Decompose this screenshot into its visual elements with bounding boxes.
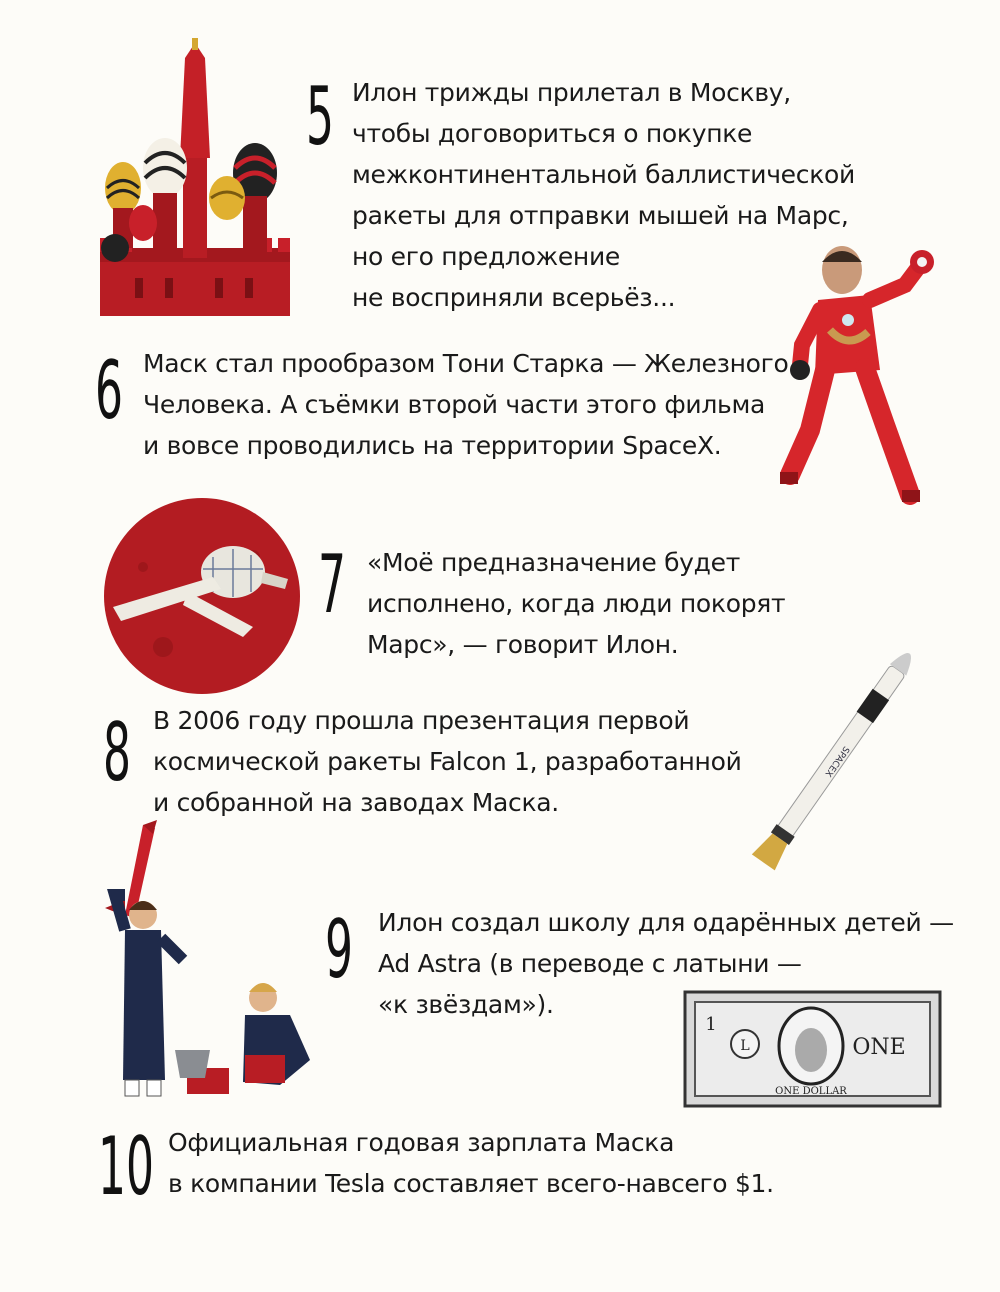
fact-line: Марс», — говорит Илон. xyxy=(367,630,679,659)
fact-number-9: 9 xyxy=(325,903,353,996)
fact-line: Официальная годовая зарплата Маска xyxy=(168,1128,675,1157)
fact-line: космической ракеты Falcon 1, разработанной xyxy=(153,747,742,776)
fact-line: в компании Tesla составляет всего-навсего $1. xyxy=(168,1169,774,1198)
st-basils-cathedral-illustration xyxy=(95,38,295,318)
children-with-toy-rocket-illustration xyxy=(95,820,325,1105)
fact-number-7: 7 xyxy=(318,538,346,631)
fact-number-5: 5 xyxy=(306,70,334,163)
one-dollar-bill-illustration xyxy=(683,988,943,1113)
fact-number-8: 8 xyxy=(103,706,131,799)
dollar-one: ONE xyxy=(852,1035,906,1060)
fact-line: Илон трижды прилетал в Москву, xyxy=(352,78,791,107)
fact-line: но его предложение xyxy=(352,242,620,271)
fact-line: Маск стал прообразом Тони Старка — Железного xyxy=(143,349,789,378)
fact-number-6: 6 xyxy=(95,344,123,437)
dollar-l: L xyxy=(740,1038,750,1054)
fact-line: и собранной на заводах Маска. xyxy=(153,788,559,817)
fact-text-10 xyxy=(168,1122,774,1204)
dollar-one-dollar: ONE DOLLAR xyxy=(775,1086,847,1097)
fact-text-7 xyxy=(367,542,785,665)
fact-line: Ad Astra (в переводе с латыни — xyxy=(378,949,802,978)
fact-text-6 xyxy=(143,343,789,466)
fact-number-10: 10 xyxy=(98,1120,154,1213)
dollar-one-digit: 1 xyxy=(705,1014,717,1035)
falcon-1-rocket-illustration xyxy=(725,628,945,893)
fact-line: «Моё предназначение будет xyxy=(367,548,741,577)
iron-man-suit-illustration xyxy=(770,240,940,515)
fact-line: чтобы договориться о покупке xyxy=(352,119,753,148)
fact-line: межконтинентальной баллистической xyxy=(352,160,855,189)
fact-line: не восприняли всерьёз... xyxy=(352,283,676,312)
fact-line: ракеты для отправки мышей на Марс, xyxy=(352,201,849,230)
fact-line: «к звёздам»). xyxy=(378,990,554,1019)
fact-text-8 xyxy=(153,700,742,823)
rocket-label: SPACEX xyxy=(822,744,851,779)
fact-line: Человека. А съёмки второй части этого фильма xyxy=(143,390,766,419)
fact-line: исполнено, когда люди покорят xyxy=(367,589,786,618)
mars-base-illustration xyxy=(103,497,301,695)
fact-line: и вовсе проводились на территории SpaceX. xyxy=(143,431,722,460)
fact-line: В 2006 году прошла презентация первой xyxy=(153,706,690,735)
fact-line: Илон создал школу для одарённых детей — xyxy=(378,908,954,937)
